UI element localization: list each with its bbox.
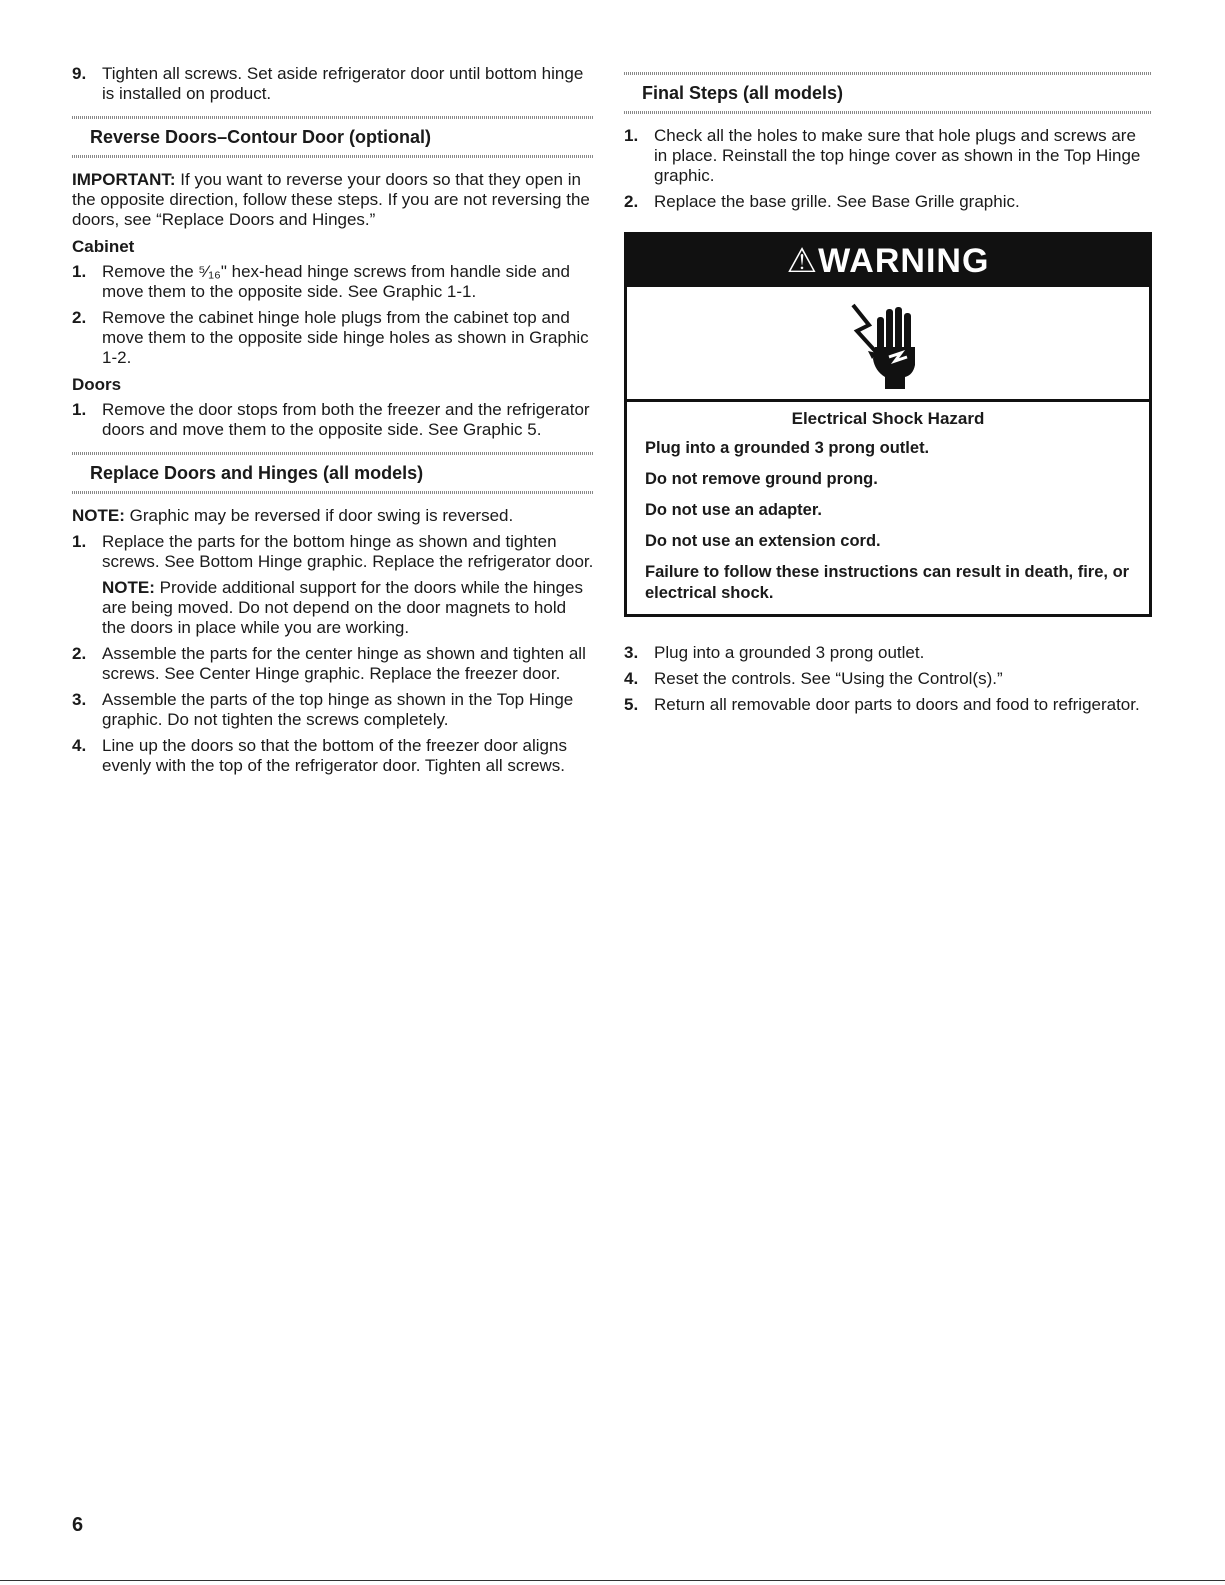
step-number: 3.	[72, 690, 87, 709]
replace-step-1	[72, 532, 594, 572]
warning-line: Do not use an adapter.	[645, 501, 822, 519]
doors-step-1	[72, 400, 594, 440]
step-number: 2.	[72, 644, 87, 663]
final-steps-section-heading	[624, 72, 1152, 114]
hazard-title: Electrical Shock Hazard	[791, 409, 985, 428]
step-text: Tighten all screws. Set aside refrigerator door until bottom hinge is installed on product.	[102, 64, 584, 103]
page-number: 6	[72, 1514, 84, 1536]
note-label: NOTE:	[72, 506, 125, 525]
cabinet-step-1	[72, 262, 594, 302]
step-number: 4.	[624, 669, 639, 688]
step-text: Remove the cabinet hinge hole plugs from the cabinet top and move them to the opposite side hinge holes as shown in Graphic 1-2.	[102, 308, 589, 367]
warning-line: Plug into a grounded 3 prong outlet.	[645, 439, 930, 457]
note-paragraph	[72, 506, 594, 526]
step-number: 2.	[624, 192, 639, 211]
note-text: Provide additional support for the doors while the hinges are being moved. Do not depend on the door magnets to hold the doors in place while you are working.	[102, 578, 583, 637]
cabinet-step-2	[72, 308, 594, 368]
replace-doors-section-heading	[72, 452, 594, 494]
step-text: Reset the controls. See “Using the Control(s).”	[654, 669, 1003, 688]
step-1-note	[102, 578, 594, 638]
step-text: Remove the ⁵⁄₁₆" hex-head hinge screws from handle side and move them to the opposite side. See Graphic 1-1.	[102, 262, 570, 301]
final-step-4	[624, 669, 1152, 689]
replace-step-4	[72, 736, 594, 776]
warning-line: Do not remove ground prong.	[645, 470, 878, 488]
note-text: Graphic may be reversed if door swing is reversed.	[124, 506, 514, 525]
replace-step-2	[72, 644, 594, 684]
warning-line: Failure to follow these instructions can result in death, fire, or electrical shock.	[645, 563, 1130, 602]
left-column	[72, 64, 594, 782]
step-number: 5.	[624, 695, 639, 714]
final-step-2	[624, 192, 1152, 212]
step-number: 1.	[72, 400, 87, 419]
important-paragraph	[72, 170, 594, 230]
doors-subheading: Doors	[72, 375, 122, 394]
step-number: 2.	[72, 308, 87, 327]
hatch-rule	[72, 155, 594, 158]
hatch-rule	[624, 111, 1152, 114]
reverse-doors-section-heading	[72, 116, 594, 158]
replace-step-3	[72, 690, 594, 730]
step-text: Return all removable door parts to doors and food to refrigerator.	[654, 695, 1140, 714]
step-text: Check all the holes to make sure that hole plugs and screws are in place. Reinstall the top hinge cover as shown in the Top Hinge graphic.	[654, 126, 1141, 185]
step-9	[72, 64, 594, 104]
cabinet-subheading: Cabinet	[72, 237, 135, 256]
right-column	[624, 64, 1152, 721]
section-title: Final Steps (all models)	[642, 83, 844, 103]
step-number: 9.	[72, 64, 87, 83]
note-label: NOTE:	[102, 578, 155, 597]
step-text: Assemble the parts for the center hinge as shown and tighten all screws. See Center Hinge graphic. Replace the freezer door.	[102, 644, 586, 683]
electrical-shock-hand-icon	[843, 295, 933, 391]
step-number: 1.	[72, 532, 87, 551]
warning-banner: ⚠WARNING	[627, 235, 1149, 287]
section-title: Replace Doors and Hinges (all models)	[90, 463, 424, 483]
final-step-1	[624, 126, 1152, 186]
step-text: Replace the base grille. See Base Grille graphic.	[654, 192, 1020, 211]
step-number: 1.	[72, 262, 87, 281]
step-text: Plug into a grounded 3 prong outlet.	[654, 643, 925, 662]
warning-box	[624, 232, 1152, 617]
step-text: Assemble the parts of the top hinge as shown in the Top Hinge graphic. Do not tighten the screws completely.	[102, 690, 574, 729]
step-text: Replace the parts for the bottom hinge as shown and tighten screws. See Bottom Hinge graphic. Replace the refrigerator door.	[102, 532, 594, 571]
hatch-rule	[72, 491, 594, 494]
final-step-3	[624, 643, 1152, 663]
step-number: 1.	[624, 126, 639, 145]
final-step-5	[624, 695, 1152, 715]
warning-icon-area	[627, 287, 1149, 402]
warning-line: Do not use an extension cord.	[645, 532, 881, 550]
footer-rule	[0, 1580, 1225, 1581]
section-title: Reverse Doors–Contour Door (optional)	[90, 127, 432, 147]
step-text: Remove the door stops from both the freezer and the refrigerator doors and move them to the opposite side. See Graphic 5.	[102, 400, 590, 439]
step-number: 3.	[624, 643, 639, 662]
important-label: IMPORTANT:	[72, 170, 176, 189]
step-number: 4.	[72, 736, 87, 755]
important-text: If you want to reverse your doors so that they open in the opposite direction, follow these steps. If you are not reversing the doors, see “Replace Doors and Hinges.”	[72, 170, 590, 229]
warning-body	[627, 402, 1149, 614]
step-text: Line up the doors so that the bottom of the freezer door aligns evenly with the top of the refrigerator door. Tighten all screws.	[102, 736, 567, 775]
